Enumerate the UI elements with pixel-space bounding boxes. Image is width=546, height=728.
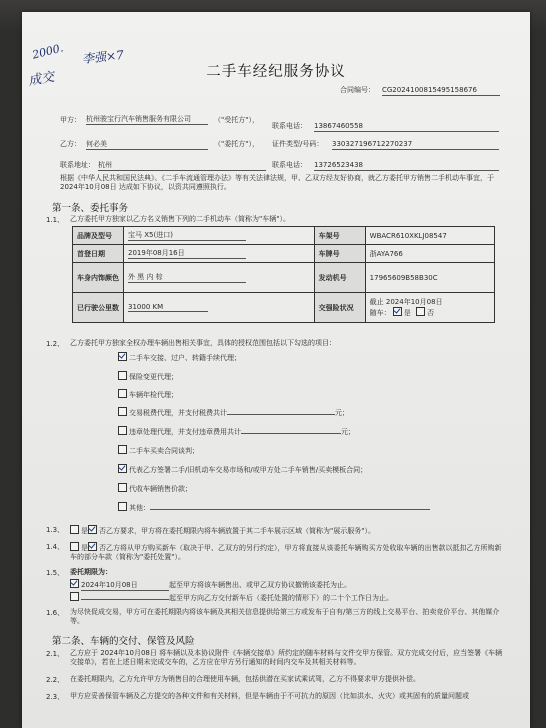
table-value: 宝马 X5(进口): [124, 227, 315, 245]
option-item: 代表乙方签署二手/旧机动车交易市场和/或甲方处二手车销售/买卖模板合同；: [118, 464, 367, 475]
table-label: 交强险状况: [314, 293, 365, 323]
option-checkbox[interactable]: [118, 483, 127, 492]
table-value: 浙AYA766: [365, 245, 494, 263]
table-label: 发动机号: [314, 263, 365, 293]
option-item: 车辆年检代理；: [118, 389, 178, 400]
no-label: 否: [427, 309, 435, 317]
vehicle-info-table: [72, 226, 495, 323]
clause-number: 2.3、: [46, 693, 65, 701]
option-item: 其他：: [118, 502, 430, 513]
checkbox-yes[interactable]: [393, 307, 402, 316]
party-a-label: 甲方：: [60, 116, 81, 124]
option-item: 违章处理代理，并支付违章费用共计 元；: [118, 426, 355, 437]
option-item: 保险变更代理；: [118, 371, 178, 382]
table-label: 车身内饰颜色: [73, 263, 124, 293]
clause-number: 1.6、: [46, 609, 65, 617]
checkbox-yes[interactable]: [70, 542, 79, 551]
clause-number: 1.1、: [46, 216, 65, 224]
clause-2-3-text: 甲方应妥善保管车辆及乙方提交的各种文件和有关材料，但是车辆由于不可抗力的原因（比如洪水、火灾）或其固有的质量问题或: [70, 692, 469, 700]
option-checkbox[interactable]: [118, 407, 127, 416]
clause-1-6-text: 为尽快促成交易，甲方可在委托期限内将该车辆及其相关信息提供给第三方或发布于自有/第三方的线上交易平台、拍卖竞价平台、其他媒介等。: [70, 608, 500, 625]
option-checkbox[interactable]: [118, 464, 127, 473]
table-row: [73, 227, 495, 245]
contact-phone-label: 联系电话：: [272, 161, 307, 169]
term-option-1: 2024年10月08日 起至甲方将该车辆售出、或甲乙双方协议撤销该委托为止。: [70, 579, 506, 591]
section-1-title: 第一条、委托事务: [52, 203, 129, 214]
contract-number-label: 合同编号：: [340, 86, 375, 94]
clause-2-1-text: 乙方应于 2024年10月08日 将车辆以及本协议附件《车辆交接单》所约定的随车材料与文件交甲方保管。双方完成交付后，应当签署《车辆交接单》，若在上述日期未完成交车的，乙方应在甲方另行通知的时间内交车及其相关材料等。: [70, 649, 503, 666]
option-checkbox[interactable]: [118, 352, 127, 361]
clause-number: 1.5、: [46, 569, 65, 577]
table-value: 外 黑 内 棕: [124, 263, 315, 293]
table-row: [73, 293, 495, 323]
clause-1-5-title: 委托期限为：: [70, 568, 112, 576]
table-label: 车牌号: [314, 245, 365, 263]
option-item: 二手车买卖合同谈判；: [118, 445, 199, 456]
checkbox-yes[interactable]: [70, 525, 79, 534]
party-a-role: （"受托方"），: [214, 116, 259, 124]
clause-number: 2.2、: [46, 676, 65, 684]
term-option-2: 起至甲方向乙方交付新车后（委托处置的情形下）的二十个工作日为止。: [70, 592, 506, 603]
table-row: [73, 245, 495, 263]
option-item: 交易税费代理，并支付税费共计 元；: [118, 407, 349, 418]
party-a-phone: 13867460558: [314, 122, 499, 132]
clause-1-2-text: 乙方委托甲方独家全权办理车辆出售相关事宜，具体的授权范围包括以下勾选的项目：: [70, 339, 336, 347]
clause-1-4-text: 是 否乙方将从甲方购买新车（取决于甲、乙双方的另行约定），甲方将直接从该委托车辆购买方处收取车辆的出售款以抵扣乙方所购新车的部分车款（简称为"委托处置"）。: [70, 544, 502, 561]
clause-number: 1.2、: [46, 340, 65, 348]
handwritten-note: 李强×7: [81, 47, 125, 67]
party-b-label: 乙方：: [60, 140, 81, 148]
document-title: 二手车经纪服务协议: [206, 64, 346, 80]
clause-1-3-text: 是 否乙方要求，甲方将在委托期限内将车辆放置于其二手车展示区域（简称为"展示服务"）。: [70, 525, 506, 536]
clause-number: 1.4、: [46, 543, 65, 551]
option-checkbox[interactable]: [118, 389, 127, 398]
checkbox-no[interactable]: [88, 542, 97, 551]
table-value: [365, 293, 494, 323]
option-checkbox[interactable]: [118, 502, 127, 511]
handwritten-note: 2000.: [30, 41, 65, 62]
party-b-id-label: 证件类型/号码：: [272, 140, 324, 148]
clause-number: 1.3、: [46, 526, 65, 534]
handwritten-note: 成交: [27, 69, 56, 90]
table-label: 车架号: [314, 227, 365, 245]
table-value: 31000 KM: [124, 293, 315, 323]
table-label: 首登日期: [73, 245, 124, 263]
party-b-name: 何必美: [86, 140, 208, 150]
insurance-expiry: 截止 2024年10月08日: [369, 298, 443, 306]
section-2-title: 第二条、车辆的交付、保管及风险: [52, 636, 195, 647]
table-value: 17965609B58B30C: [365, 263, 494, 293]
yes-label: 是: [403, 309, 411, 317]
insurance-attached-label: 随车：: [369, 309, 391, 317]
contract-number-value: CG2024100815495158676: [382, 86, 500, 96]
clause-2-2-text: 在委托期限内，乙方允许甲方为销售目的合理使用车辆，包括供潜在买家试乘试驾，乙方不得要求甲方提供补偿。: [70, 675, 420, 683]
option-checkbox[interactable]: [118, 426, 127, 435]
party-b-id: 330327196712270237: [332, 140, 499, 150]
checkbox-no[interactable]: [88, 525, 97, 534]
table-label: 品牌及型号: [73, 227, 124, 245]
option-checkbox[interactable]: [118, 371, 127, 380]
option-item: 代收车辆销售价款；: [118, 483, 192, 494]
contact-address: 杭州: [98, 161, 266, 171]
table-value: WBACR610XKLJ08547: [365, 227, 494, 245]
contact-address-label: 联系地址：: [60, 161, 95, 169]
table-row: [73, 263, 495, 293]
party-b-role: （"委托方"），: [214, 140, 259, 148]
option-checkbox[interactable]: [118, 445, 127, 454]
term-checkbox-1[interactable]: [70, 579, 79, 588]
table-value: 2019年08月16日: [124, 245, 315, 263]
clause-number: 2.1、: [46, 650, 65, 658]
party-a-phone-label: 联系电话：: [272, 122, 307, 130]
table-label: 已行驶公里数: [73, 293, 124, 323]
party-a-name: 杭州骏宝行汽车销售服务有限公司: [86, 115, 208, 125]
contract-document: [22, 12, 530, 728]
checkbox-no[interactable]: [416, 307, 425, 316]
term-checkbox-2[interactable]: [70, 592, 79, 601]
option-item: 二手车交接、过户、转籍手续代理；: [118, 352, 241, 363]
preamble-text: 根据《中华人民共和国民法典》、《二手车流通管理办法》等有关法律法规，甲、乙双方经友好协商，就乙方委托甲方销售二手机动车事宜，于 2024年10月08日 达成如下协议，以资共同遵照执行。: [60, 174, 494, 191]
contact-phone: 13726523438: [314, 161, 499, 171]
clause-1-1-text: 乙方委托甲方独家以乙方名义销售下列的二手机动车（简称为"车辆"）。: [70, 215, 290, 223]
